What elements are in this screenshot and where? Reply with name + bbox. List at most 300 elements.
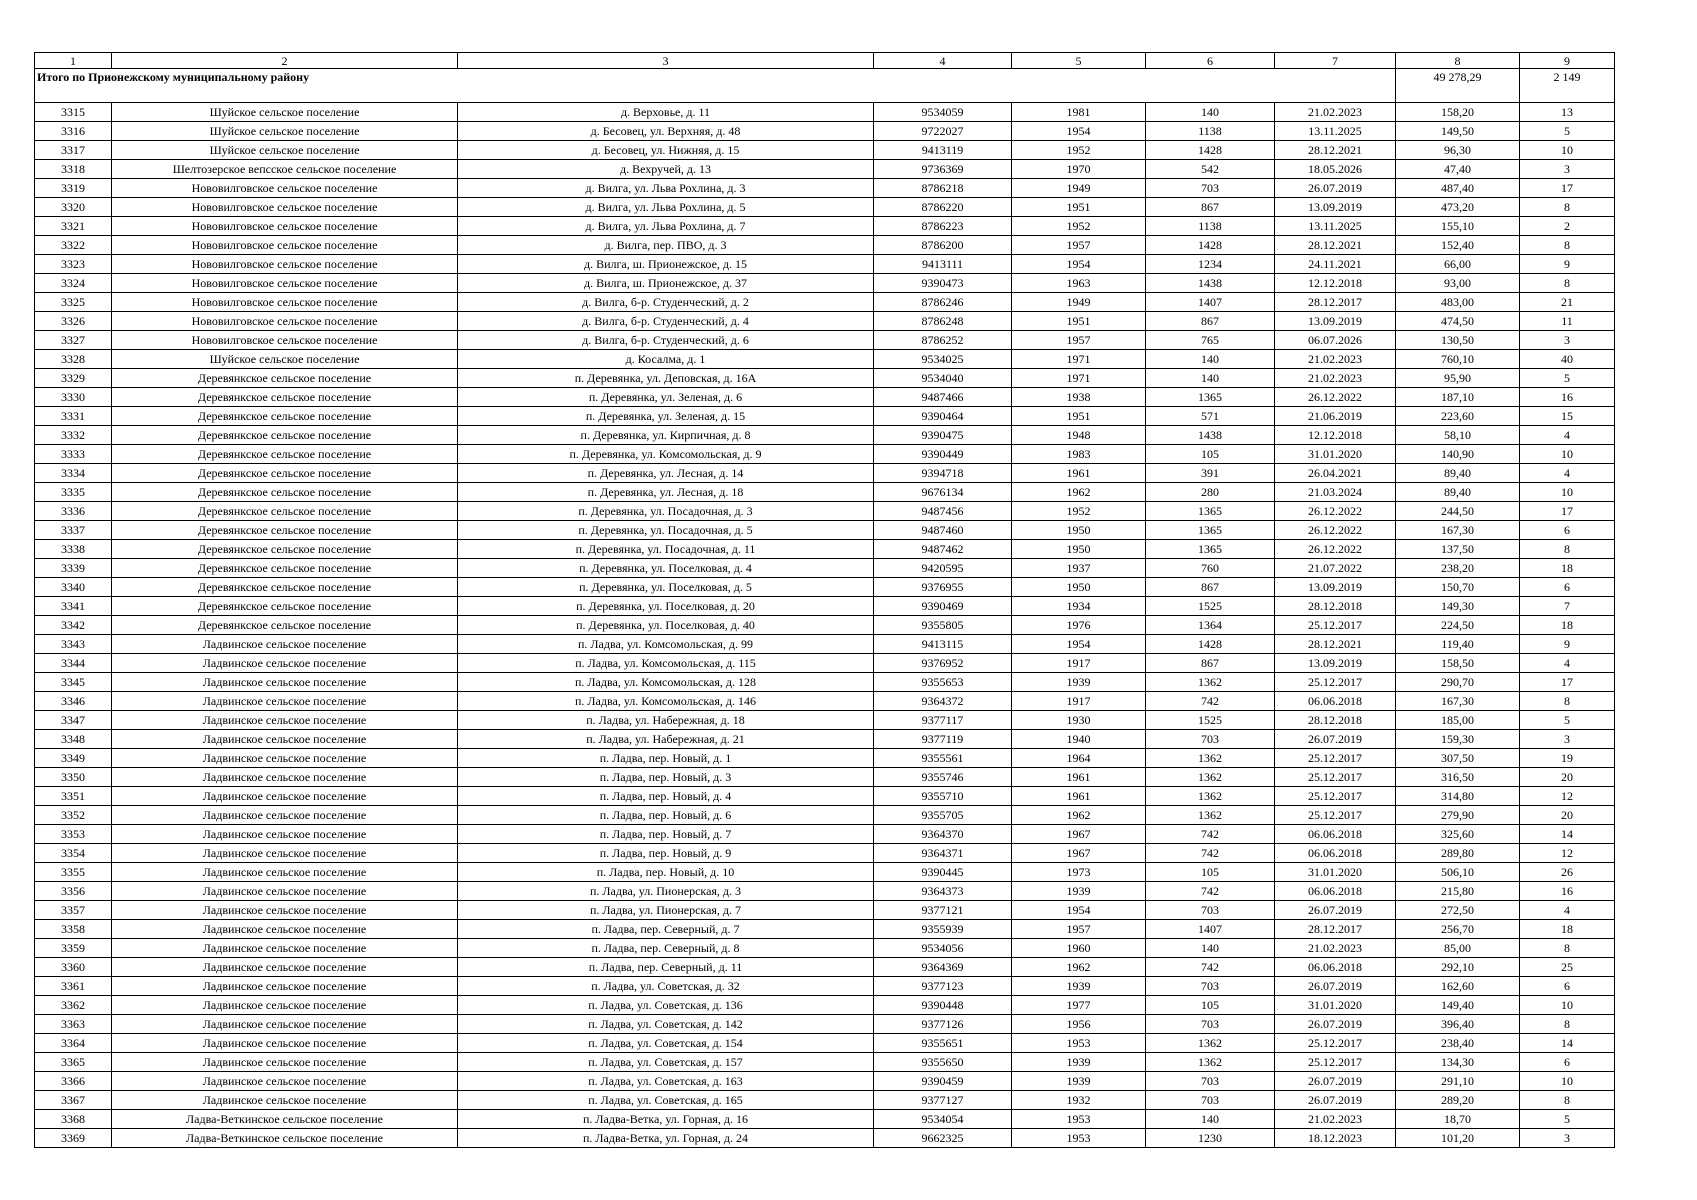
district-total-row	[35, 69, 1615, 103]
area-cell: 167,30	[1396, 692, 1520, 711]
decision-date-cell: 18.12.2023	[1275, 1129, 1396, 1148]
column-number: 8	[1396, 53, 1520, 69]
residents-cell: 15	[1520, 407, 1615, 426]
address-cell: п. Деревянка, ул. Зеленая, д. 15	[458, 407, 874, 426]
table-row	[35, 1053, 1615, 1072]
residents-cell: 10	[1520, 483, 1615, 502]
decision-date-cell: 25.12.2017	[1275, 1034, 1396, 1053]
residents-cell: 4	[1520, 426, 1615, 445]
area-cell: 291,10	[1396, 1072, 1520, 1091]
area-cell: 150,70	[1396, 578, 1520, 597]
address-cell: п. Деревянка, ул. Посадочная, д. 3	[458, 502, 874, 521]
residents-cell: 10	[1520, 996, 1615, 1015]
house-id-cell: 9390445	[874, 863, 1012, 882]
house-id-cell: 9487460	[874, 521, 1012, 540]
decision-number-cell: 703	[1146, 977, 1275, 996]
house-id-cell: 9390475	[874, 426, 1012, 445]
row-number-cell: 3361	[35, 977, 112, 996]
settlement-cell: Деревянкское сельское поселение	[112, 464, 458, 483]
table-row	[35, 464, 1615, 483]
table-row	[35, 1110, 1615, 1129]
settlement-cell: Нововилговское сельское поселение	[112, 255, 458, 274]
settlement-cell: Нововилговское сельское поселение	[112, 198, 458, 217]
row-number-cell: 3355	[35, 863, 112, 882]
row-number-cell: 3344	[35, 654, 112, 673]
row-number-cell: 3354	[35, 844, 112, 863]
year-built-cell: 1953	[1012, 1129, 1146, 1148]
table-row	[35, 635, 1615, 654]
address-cell: п. Ладва, пер. Северный, д. 11	[458, 958, 874, 977]
year-built-cell: 1953	[1012, 1034, 1146, 1053]
residents-cell: 16	[1520, 882, 1615, 901]
table-row	[35, 616, 1615, 635]
decision-date-cell: 26.07.2019	[1275, 977, 1396, 996]
column-number: 4	[874, 53, 1012, 69]
column-number: 3	[458, 53, 874, 69]
address-cell: п. Деревянка, ул. Посадочная, д. 11	[458, 540, 874, 559]
settlement-cell: Шуйское сельское поселение	[112, 350, 458, 369]
row-number-cell: 3356	[35, 882, 112, 901]
row-number-cell: 3358	[35, 920, 112, 939]
area-cell: 167,30	[1396, 521, 1520, 540]
decision-date-cell: 13.09.2019	[1275, 198, 1396, 217]
year-built-cell: 1952	[1012, 502, 1146, 521]
address-cell: д. Вилга, ул. Льва Рохлина, д. 7	[458, 217, 874, 236]
year-built-cell: 1954	[1012, 122, 1146, 141]
settlement-cell: Нововилговское сельское поселение	[112, 331, 458, 350]
table-row	[35, 407, 1615, 426]
column-number: 2	[112, 53, 458, 69]
area-cell: 483,00	[1396, 293, 1520, 312]
house-id-cell: 9420595	[874, 559, 1012, 578]
decision-date-cell: 13.09.2019	[1275, 654, 1396, 673]
house-id-cell: 8786220	[874, 198, 1012, 217]
address-cell: д. Вилга, ш. Прионежское, д. 15	[458, 255, 874, 274]
settlement-cell: Ладвинское сельское поселение	[112, 844, 458, 863]
decision-number-cell: 742	[1146, 882, 1275, 901]
house-id-cell: 9364370	[874, 825, 1012, 844]
residents-cell: 13	[1520, 103, 1615, 122]
row-number-cell: 3315	[35, 103, 112, 122]
year-built-cell: 1938	[1012, 388, 1146, 407]
house-id-cell: 9364369	[874, 958, 1012, 977]
row-number-cell: 3337	[35, 521, 112, 540]
address-cell: п. Деревянка, ул. Посадочная, д. 5	[458, 521, 874, 540]
settlement-cell: Ладвинское сельское поселение	[112, 863, 458, 882]
decision-date-cell: 26.12.2022	[1275, 502, 1396, 521]
settlement-cell: Деревянкское сельское поселение	[112, 426, 458, 445]
house-id-cell: 9364371	[874, 844, 1012, 863]
decision-number-cell: 1362	[1146, 787, 1275, 806]
row-number-cell: 3347	[35, 711, 112, 730]
decision-date-cell: 25.12.2017	[1275, 806, 1396, 825]
decision-number-cell: 1525	[1146, 711, 1275, 730]
decision-number-cell: 703	[1146, 1072, 1275, 1091]
house-id-cell: 9534054	[874, 1110, 1012, 1129]
house-id-cell: 9736369	[874, 160, 1012, 179]
row-number-cell: 3326	[35, 312, 112, 331]
table-row	[35, 1129, 1615, 1148]
row-number-cell: 3351	[35, 787, 112, 806]
area-cell: 18,70	[1396, 1110, 1520, 1129]
row-number-cell: 3323	[35, 255, 112, 274]
residents-cell: 18	[1520, 616, 1615, 635]
address-cell: п. Деревянка, ул. Поселковая, д. 40	[458, 616, 874, 635]
year-built-cell: 1962	[1012, 958, 1146, 977]
row-number-cell: 3338	[35, 540, 112, 559]
decision-number-cell: 1362	[1146, 1034, 1275, 1053]
table-row	[35, 350, 1615, 369]
table-row	[35, 103, 1615, 122]
address-cell: д. Бесовец, ул. Нижняя, д. 15	[458, 141, 874, 160]
residents-cell: 3	[1520, 1129, 1615, 1148]
area-cell: 58,10	[1396, 426, 1520, 445]
residents-cell: 25	[1520, 958, 1615, 977]
decision-number-cell: 1525	[1146, 597, 1275, 616]
settlement-cell: Ладва-Веткинское сельское поселение	[112, 1129, 458, 1148]
residents-cell: 18	[1520, 920, 1615, 939]
area-cell: 95,90	[1396, 369, 1520, 388]
address-cell: д. Вилга, б-р. Студенческий, д. 6	[458, 331, 874, 350]
settlement-cell: Шуйское сельское поселение	[112, 103, 458, 122]
settlement-cell: Деревянкское сельское поселение	[112, 502, 458, 521]
row-number-cell: 3343	[35, 635, 112, 654]
residents-cell: 8	[1520, 1015, 1615, 1034]
year-built-cell: 1948	[1012, 426, 1146, 445]
house-id-cell: 9534059	[874, 103, 1012, 122]
settlement-cell: Деревянкское сельское поселение	[112, 597, 458, 616]
table-row	[35, 502, 1615, 521]
decision-number-cell: 1365	[1146, 388, 1275, 407]
house-id-cell: 9534056	[874, 939, 1012, 958]
decision-date-cell: 06.06.2018	[1275, 825, 1396, 844]
house-id-cell: 9487462	[874, 540, 1012, 559]
year-built-cell: 1939	[1012, 1053, 1146, 1072]
house-id-cell: 8786246	[874, 293, 1012, 312]
decision-date-cell: 25.12.2017	[1275, 616, 1396, 635]
address-cell: д. Вилга, ш. Прионежское, д. 37	[458, 274, 874, 293]
residents-cell: 12	[1520, 844, 1615, 863]
address-cell: п. Деревянка, ул. Поселковая, д. 5	[458, 578, 874, 597]
year-built-cell: 1952	[1012, 217, 1146, 236]
address-cell: п. Ладва, ул. Набережная, д. 21	[458, 730, 874, 749]
area-cell: 149,30	[1396, 597, 1520, 616]
year-built-cell: 1939	[1012, 882, 1146, 901]
decision-number-cell: 1407	[1146, 920, 1275, 939]
row-number-cell: 3321	[35, 217, 112, 236]
row-number-cell: 3341	[35, 597, 112, 616]
area-cell: 316,50	[1396, 768, 1520, 787]
residents-cell: 2	[1520, 217, 1615, 236]
address-cell: п. Ладва, ул. Пионерская, д. 7	[458, 901, 874, 920]
address-cell: д. Вехручей, д. 13	[458, 160, 874, 179]
address-cell: д. Верховье, д. 11	[458, 103, 874, 122]
settlement-cell: Шелтозерское вепсское сельское поселение	[112, 160, 458, 179]
table-row	[35, 217, 1615, 236]
decision-date-cell: 12.12.2018	[1275, 426, 1396, 445]
decision-number-cell: 703	[1146, 1091, 1275, 1110]
decision-date-cell: 06.06.2018	[1275, 692, 1396, 711]
area-cell: 307,50	[1396, 749, 1520, 768]
decision-date-cell: 24.11.2021	[1275, 255, 1396, 274]
settlement-cell: Деревянкское сельское поселение	[112, 616, 458, 635]
settlement-cell: Деревянкское сельское поселение	[112, 540, 458, 559]
decision-number-cell: 867	[1146, 312, 1275, 331]
area-cell: 506,10	[1396, 863, 1520, 882]
year-built-cell: 1953	[1012, 1110, 1146, 1129]
address-cell: п. Ладва, пер. Новый, д. 7	[458, 825, 874, 844]
area-cell: 162,60	[1396, 977, 1520, 996]
decision-date-cell: 25.12.2017	[1275, 787, 1396, 806]
area-cell: 155,10	[1396, 217, 1520, 236]
decision-number-cell: 1362	[1146, 749, 1275, 768]
decision-date-cell: 26.04.2021	[1275, 464, 1396, 483]
table-row	[35, 331, 1615, 350]
house-id-cell: 9390459	[874, 1072, 1012, 1091]
address-cell: п. Ладва, пер. Новый, д. 3	[458, 768, 874, 787]
address-cell: п. Деревянка, ул. Зеленая, д. 6	[458, 388, 874, 407]
settlement-cell: Ладвинское сельское поселение	[112, 1091, 458, 1110]
table-row	[35, 521, 1615, 540]
table-row	[35, 787, 1615, 806]
residents-cell: 5	[1520, 122, 1615, 141]
settlement-cell: Нововилговское сельское поселение	[112, 236, 458, 255]
decision-date-cell: 26.12.2022	[1275, 388, 1396, 407]
residents-cell: 8	[1520, 198, 1615, 217]
settlement-cell: Ладвинское сельское поселение	[112, 1015, 458, 1034]
area-cell: 89,40	[1396, 464, 1520, 483]
area-cell: 159,30	[1396, 730, 1520, 749]
address-cell: д. Косалма, д. 1	[458, 350, 874, 369]
area-cell: 279,90	[1396, 806, 1520, 825]
year-built-cell: 1970	[1012, 160, 1146, 179]
settlement-cell: Ладвинское сельское поселение	[112, 1034, 458, 1053]
decision-number-cell: 105	[1146, 863, 1275, 882]
settlement-cell: Нововилговское сельское поселение	[112, 217, 458, 236]
decision-date-cell: 26.07.2019	[1275, 1072, 1396, 1091]
decision-number-cell: 1438	[1146, 274, 1275, 293]
table-row	[35, 768, 1615, 787]
decision-date-cell: 21.07.2022	[1275, 559, 1396, 578]
decision-date-cell: 13.09.2019	[1275, 578, 1396, 597]
decision-number-cell: 742	[1146, 825, 1275, 844]
house-id-cell: 9534025	[874, 350, 1012, 369]
area-cell: 93,00	[1396, 274, 1520, 293]
settlement-cell: Деревянкское сельское поселение	[112, 388, 458, 407]
decision-date-cell: 13.09.2019	[1275, 312, 1396, 331]
settlement-cell: Деревянкское сельское поселение	[112, 407, 458, 426]
settlement-cell: Ладвинское сельское поселение	[112, 882, 458, 901]
row-number-cell: 3359	[35, 939, 112, 958]
table-row	[35, 1091, 1615, 1110]
area-cell: 158,20	[1396, 103, 1520, 122]
table-row	[35, 673, 1615, 692]
year-built-cell: 1962	[1012, 806, 1146, 825]
row-number-cell: 3325	[35, 293, 112, 312]
residents-cell: 8	[1520, 1091, 1615, 1110]
residents-cell: 3	[1520, 160, 1615, 179]
housing-table	[34, 52, 1615, 1148]
settlement-cell: Ладвинское сельское поселение	[112, 806, 458, 825]
house-id-cell: 9676134	[874, 483, 1012, 502]
year-built-cell: 1932	[1012, 1091, 1146, 1110]
residents-cell: 3	[1520, 331, 1615, 350]
table-row	[35, 179, 1615, 198]
area-cell: 244,50	[1396, 502, 1520, 521]
address-cell: п. Ладва, ул. Советская, д. 136	[458, 996, 874, 1015]
table-row	[35, 1015, 1615, 1034]
row-number-cell: 3366	[35, 1072, 112, 1091]
table-row	[35, 293, 1615, 312]
decision-number-cell: 1234	[1146, 255, 1275, 274]
decision-date-cell: 31.01.2020	[1275, 863, 1396, 882]
row-number-cell: 3322	[35, 236, 112, 255]
settlement-cell: Ладвинское сельское поселение	[112, 996, 458, 1015]
house-id-cell: 9376952	[874, 654, 1012, 673]
decision-date-cell: 28.12.2021	[1275, 635, 1396, 654]
row-number-cell: 3333	[35, 445, 112, 464]
decision-date-cell: 28.12.2017	[1275, 920, 1396, 939]
house-id-cell: 9390448	[874, 996, 1012, 1015]
house-id-cell: 9376955	[874, 578, 1012, 597]
area-cell: 325,60	[1396, 825, 1520, 844]
house-id-cell: 9377121	[874, 901, 1012, 920]
year-built-cell: 1963	[1012, 274, 1146, 293]
decision-date-cell: 06.06.2018	[1275, 882, 1396, 901]
residents-cell: 40	[1520, 350, 1615, 369]
address-cell: п. Ладва, ул. Советская, д. 157	[458, 1053, 874, 1072]
year-built-cell: 1981	[1012, 103, 1146, 122]
address-cell: п. Ладва, ул. Комсомольская, д. 99	[458, 635, 874, 654]
residents-cell: 17	[1520, 673, 1615, 692]
year-built-cell: 1961	[1012, 768, 1146, 787]
district-total-count: 2 149	[1520, 69, 1615, 103]
decision-number-cell: 1365	[1146, 521, 1275, 540]
settlement-cell: Ладвинское сельское поселение	[112, 1072, 458, 1091]
address-cell: п. Деревянка, ул. Кирпичная, д. 8	[458, 426, 874, 445]
decision-number-cell: 867	[1146, 198, 1275, 217]
row-number-cell: 3368	[35, 1110, 112, 1129]
decision-number-cell: 1362	[1146, 1053, 1275, 1072]
table-row	[35, 312, 1615, 331]
address-cell: п. Ладва, ул. Набережная, д. 18	[458, 711, 874, 730]
area-cell: 224,50	[1396, 616, 1520, 635]
decision-number-cell: 1438	[1146, 426, 1275, 445]
table-row	[35, 1034, 1615, 1053]
year-built-cell: 1939	[1012, 977, 1146, 996]
decision-date-cell: 25.12.2017	[1275, 749, 1396, 768]
table-row	[35, 730, 1615, 749]
settlement-cell: Ладвинское сельское поселение	[112, 768, 458, 787]
decision-number-cell: 742	[1146, 692, 1275, 711]
decision-number-cell: 1428	[1146, 236, 1275, 255]
house-id-cell: 9364373	[874, 882, 1012, 901]
decision-number-cell: 571	[1146, 407, 1275, 426]
row-number-cell: 3369	[35, 1129, 112, 1148]
address-cell: п. Деревянка, ул. Комсомольская, д. 9	[458, 445, 874, 464]
area-cell: 238,40	[1396, 1034, 1520, 1053]
decision-number-cell: 1138	[1146, 217, 1275, 236]
residents-cell: 18	[1520, 559, 1615, 578]
house-id-cell: 9487466	[874, 388, 1012, 407]
residents-cell: 8	[1520, 540, 1615, 559]
decision-date-cell: 06.06.2018	[1275, 844, 1396, 863]
area-cell: 215,80	[1396, 882, 1520, 901]
decision-date-cell: 06.07.2026	[1275, 331, 1396, 350]
settlement-cell: Ладва-Веткинское сельское поселение	[112, 1110, 458, 1129]
area-cell: 187,10	[1396, 388, 1520, 407]
area-cell: 238,20	[1396, 559, 1520, 578]
row-number-cell: 3327	[35, 331, 112, 350]
settlement-cell: Ладвинское сельское поселение	[112, 654, 458, 673]
address-cell: п. Ладва, пер. Новый, д. 6	[458, 806, 874, 825]
column-number: 6	[1146, 53, 1275, 69]
residents-cell: 11	[1520, 312, 1615, 331]
decision-date-cell: 28.12.2018	[1275, 597, 1396, 616]
area-cell: 289,20	[1396, 1091, 1520, 1110]
address-cell: п. Ладва-Ветка, ул. Горная, д. 16	[458, 1110, 874, 1129]
settlement-cell: Деревянкское сельское поселение	[112, 578, 458, 597]
residents-cell: 5	[1520, 369, 1615, 388]
decision-date-cell: 28.12.2017	[1275, 293, 1396, 312]
house-id-cell: 9390469	[874, 597, 1012, 616]
table-row	[35, 597, 1615, 616]
residents-cell: 16	[1520, 388, 1615, 407]
decision-date-cell: 25.12.2017	[1275, 673, 1396, 692]
decision-number-cell: 105	[1146, 996, 1275, 1015]
house-id-cell: 9377127	[874, 1091, 1012, 1110]
year-built-cell: 1960	[1012, 939, 1146, 958]
table-row	[35, 920, 1615, 939]
year-built-cell: 1939	[1012, 673, 1146, 692]
decision-date-cell: 28.12.2018	[1275, 711, 1396, 730]
year-built-cell: 1967	[1012, 844, 1146, 863]
table-row	[35, 122, 1615, 141]
decision-date-cell: 26.07.2019	[1275, 901, 1396, 920]
decision-number-cell: 1428	[1146, 141, 1275, 160]
address-cell: п. Ладва, пер. Новый, д. 9	[458, 844, 874, 863]
settlement-cell: Ладвинское сельское поселение	[112, 673, 458, 692]
area-cell: 96,30	[1396, 141, 1520, 160]
year-built-cell: 1954	[1012, 901, 1146, 920]
residents-cell: 3	[1520, 730, 1615, 749]
year-built-cell: 1961	[1012, 464, 1146, 483]
decision-number-cell: 867	[1146, 578, 1275, 597]
district-total-label: Итого по Прионежскому муниципальному району	[35, 69, 1396, 103]
settlement-cell: Ладвинское сельское поселение	[112, 958, 458, 977]
settlement-cell: Шуйское сельское поселение	[112, 122, 458, 141]
area-cell: 85,00	[1396, 939, 1520, 958]
decision-number-cell: 140	[1146, 939, 1275, 958]
house-id-cell: 9394718	[874, 464, 1012, 483]
area-cell: 314,80	[1396, 787, 1520, 806]
residents-cell: 8	[1520, 236, 1615, 255]
settlement-cell: Ладвинское сельское поселение	[112, 920, 458, 939]
house-id-cell: 9534040	[874, 369, 1012, 388]
decision-date-cell: 18.05.2026	[1275, 160, 1396, 179]
decision-number-cell: 1362	[1146, 673, 1275, 692]
year-built-cell: 1949	[1012, 179, 1146, 198]
row-number-cell: 3332	[35, 426, 112, 445]
decision-date-cell: 28.12.2021	[1275, 236, 1396, 255]
house-id-cell: 9355650	[874, 1053, 1012, 1072]
row-number-cell: 3317	[35, 141, 112, 160]
address-cell: п. Ладва, пер. Северный, д. 8	[458, 939, 874, 958]
settlement-cell: Нововилговское сельское поселение	[112, 274, 458, 293]
decision-date-cell: 13.11.2025	[1275, 122, 1396, 141]
settlement-cell: Нововилговское сельское поселение	[112, 293, 458, 312]
address-cell: д. Вилга, пер. ПВО, д. 3	[458, 236, 874, 255]
